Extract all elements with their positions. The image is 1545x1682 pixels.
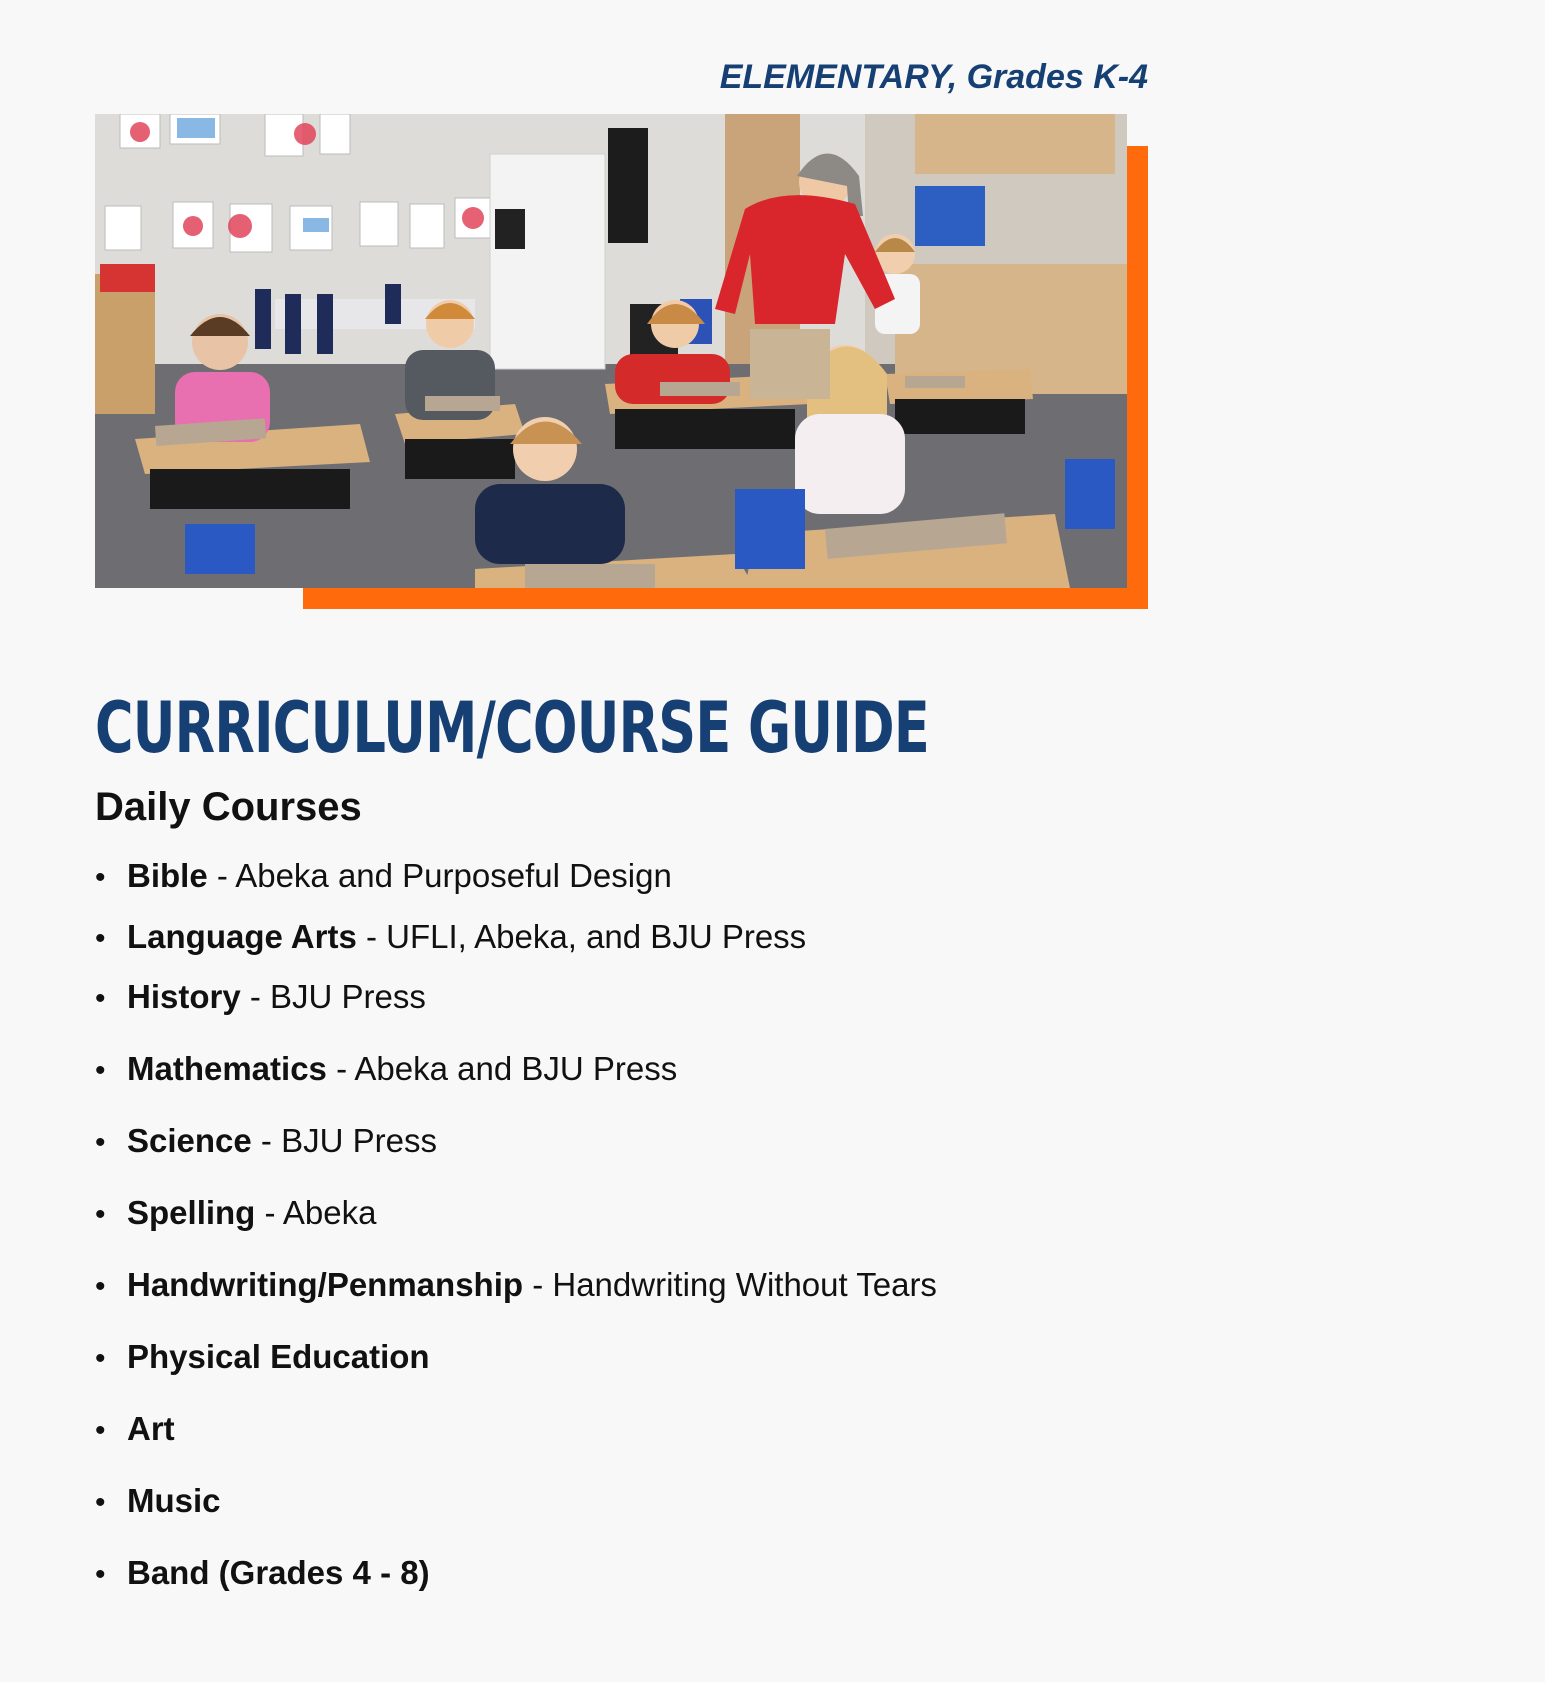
course-name: History (127, 978, 241, 1015)
course-name: Music (127, 1482, 221, 1519)
bullet-icon: • (95, 1486, 106, 1519)
course-provider: BJU Press (270, 978, 426, 1015)
section-heading: Daily Courses (95, 785, 362, 829)
list-item (95, 856, 672, 898)
course-provider: UFLI, Abeka, and BJU Press (386, 918, 807, 955)
course-provider: Abeka and BJU Press (354, 1050, 678, 1087)
bullet-icon: • (95, 861, 106, 894)
separator: - (255, 1194, 283, 1231)
separator: - (523, 1266, 553, 1303)
list-item (95, 1553, 430, 1595)
list-item (95, 917, 806, 959)
course-name: Bible (127, 857, 208, 894)
bullet-icon: • (95, 1126, 106, 1159)
classroom-photo (95, 114, 1127, 588)
list-item (95, 1193, 376, 1235)
bullet-icon: • (95, 1270, 106, 1303)
course-provider: Handwriting Without Tears (552, 1266, 937, 1303)
grade-level-heading: ELEMENTARY, Grades K-4 (719, 58, 1148, 96)
separator: - (326, 1050, 355, 1087)
course-name: Spelling (127, 1194, 256, 1231)
separator: - (207, 857, 236, 894)
course-name: Science (127, 1122, 252, 1159)
list-item (95, 1481, 221, 1523)
bullet-icon: • (95, 1054, 106, 1087)
bullet-icon: • (95, 922, 106, 955)
course-name: Art (127, 1410, 175, 1447)
course-provider: Abeka (282, 1194, 377, 1231)
course-provider: Abeka and Purposeful Design (235, 857, 672, 894)
bullet-icon: • (95, 1198, 106, 1231)
separator: - (356, 918, 387, 955)
list-item (95, 1337, 430, 1379)
bullet-icon: • (95, 1558, 106, 1591)
list-item (95, 1121, 437, 1163)
hero-image-frame (95, 114, 1148, 609)
classroom-illustration (95, 114, 1127, 588)
course-name: Physical Education (127, 1338, 430, 1375)
list-item (95, 1409, 175, 1451)
bullet-icon: • (95, 1414, 106, 1447)
course-name: Language Arts (127, 918, 357, 955)
list-item (95, 1265, 937, 1307)
separator: - (240, 978, 271, 1015)
course-name: Mathematics (127, 1050, 327, 1087)
list-item (95, 1049, 677, 1091)
course-provider: BJU Press (281, 1122, 437, 1159)
bullet-icon: • (95, 1342, 106, 1375)
page-title: CURRICULUM/COURSE GUIDE (95, 687, 929, 769)
list-item (95, 977, 426, 1019)
course-name: Handwriting/Penmanship (127, 1266, 524, 1303)
separator: - (251, 1122, 282, 1159)
bullet-icon: • (95, 982, 106, 1015)
course-name: Band (Grades 4 - 8) (127, 1554, 430, 1591)
